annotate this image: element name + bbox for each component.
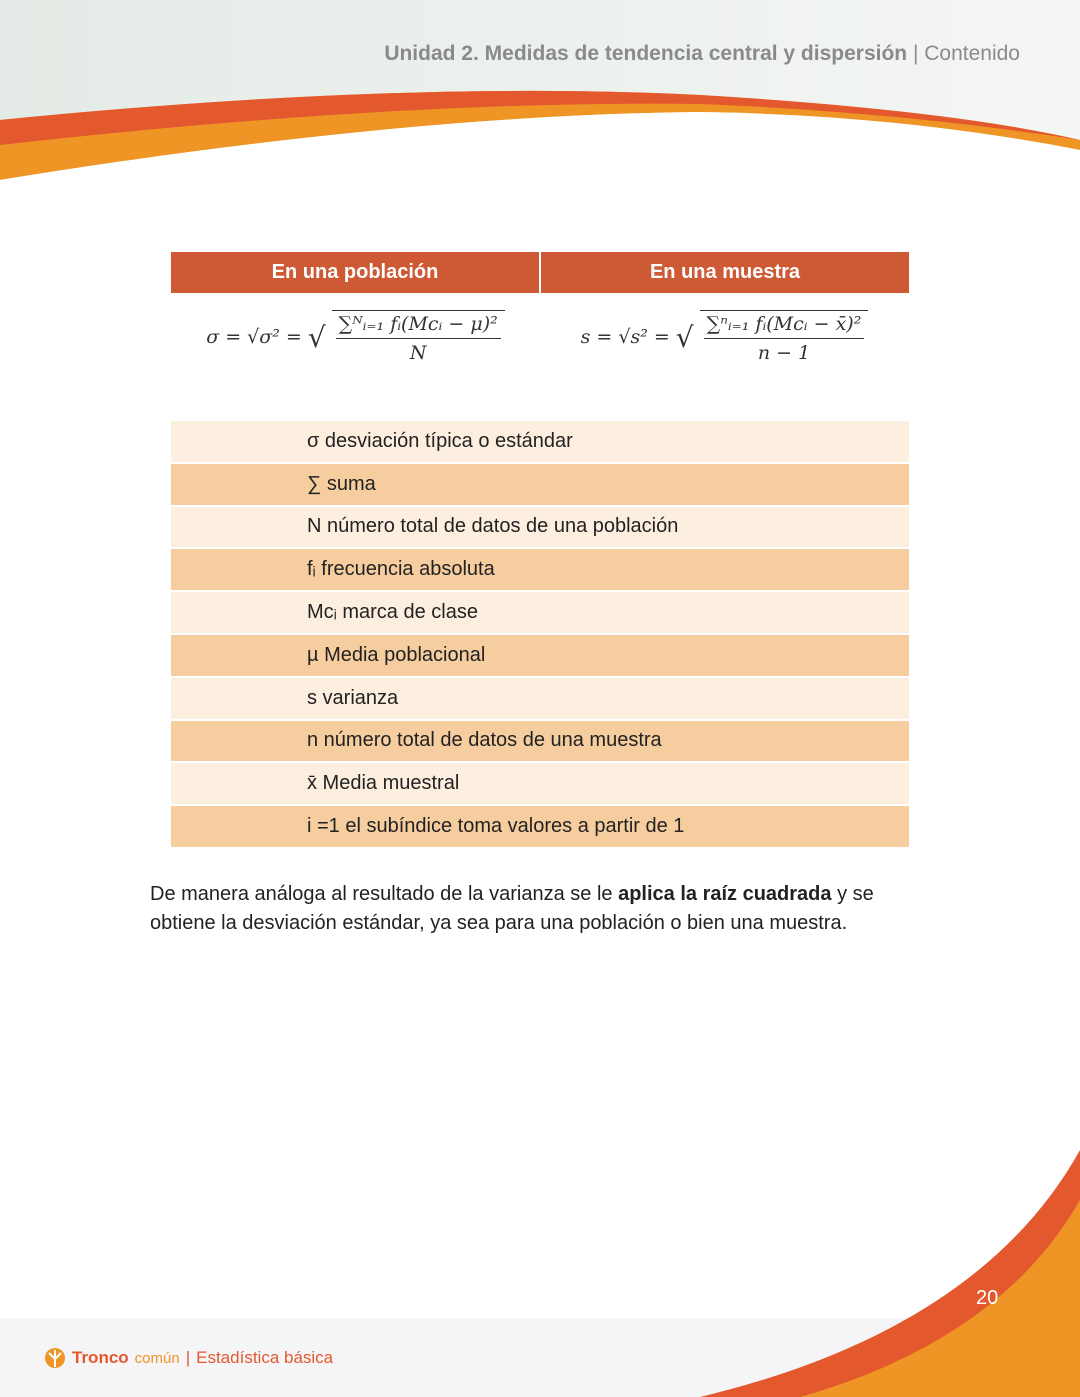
formula-table xyxy=(171,252,909,849)
formula-denominator: N xyxy=(409,342,427,364)
legend-row: N número total de datos de una población xyxy=(171,507,909,550)
legend-row: n número total de datos de una muestra xyxy=(171,721,909,764)
formula-root: √s² = xyxy=(618,326,670,348)
page-header xyxy=(384,42,1020,66)
legend-row: s varianza xyxy=(171,678,909,721)
legend-row: ∑ suma xyxy=(171,464,909,507)
sample-formula xyxy=(540,293,909,421)
legend-row: fᵢ frecuencia absoluta xyxy=(171,549,909,592)
footer-brand-light: común xyxy=(134,1349,180,1367)
legend-row: x̄ Media muestral xyxy=(171,763,909,806)
legend-row: µ Media poblacional xyxy=(171,635,909,678)
page-number: 20 xyxy=(976,1287,999,1309)
paragraph-bold: aplica la raíz cuadrada xyxy=(618,883,832,905)
legend-row: σ desviación típica o estándar xyxy=(171,421,909,464)
header-sample: En una muestra xyxy=(541,252,909,293)
paragraph-text: De manera análoga al resultado de la varianza se le xyxy=(150,883,619,905)
formula-denominator: n − 1 xyxy=(757,342,811,364)
legend-list xyxy=(171,421,909,849)
paragraph-text: y se obtiene la desviación estándar, ya sea para una población o bien una muestra. xyxy=(150,883,874,934)
formula-root: √σ² = xyxy=(247,326,302,348)
formula-numerator: ∑ᴺᵢ₌₁ fᵢ(Mcᵢ − μ)² xyxy=(336,313,501,339)
population-formula xyxy=(171,293,540,421)
footer xyxy=(44,1347,333,1369)
header-population: En una población xyxy=(171,252,539,293)
sqrt-icon: √ xyxy=(675,320,694,354)
legend-row: Mcᵢ marca de clase xyxy=(171,592,909,635)
header-separator: | xyxy=(907,42,925,65)
unit-title: Unidad 2. Medidas de tendencia central y dispersión xyxy=(384,42,908,65)
sqrt-icon: √ xyxy=(307,320,326,354)
legend-row: i =1 el subíndice toma valores a partir de 1 xyxy=(171,806,909,849)
formula-lhs: σ = xyxy=(206,326,242,348)
footer-brand: Tronco xyxy=(72,1348,129,1367)
formula-lhs: s = xyxy=(580,326,613,348)
section-label: Contenido xyxy=(924,42,1020,65)
formula-numerator: ∑ⁿᵢ₌₁ fᵢ(Mcᵢ − x̄)² xyxy=(704,313,865,339)
footer-separator: | xyxy=(185,1348,191,1367)
tronco-logo-icon xyxy=(44,1347,66,1369)
footer-subject: Estadística básica xyxy=(196,1348,334,1367)
body-paragraph xyxy=(150,880,940,938)
